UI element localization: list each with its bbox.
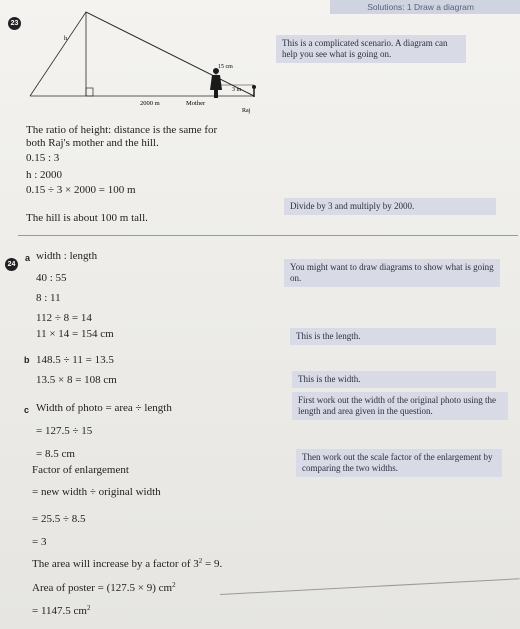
label-mother: Mother	[186, 100, 206, 107]
q23-line4: h : 2000	[26, 169, 63, 181]
q24c-line2: = 127.5 ÷ 15	[36, 425, 93, 437]
q24b-line2: 13.5 × 8 = 108 cm	[36, 374, 117, 386]
label-2000m: 2000 m	[140, 100, 160, 107]
label-15cm: 15 cm	[218, 64, 233, 70]
right-angle-mark	[86, 88, 93, 96]
q24c-answer-exponent: 2	[86, 604, 91, 612]
note-width: This is the width.	[292, 371, 496, 388]
q24c-line9	[32, 579, 176, 595]
q24c-line3: = 8.5 cm	[36, 448, 75, 460]
q24c-line6: = 25.5 ÷ 8.5	[32, 513, 86, 525]
part-b-label: b	[24, 355, 30, 365]
q24a-line1: 40 : 55	[36, 272, 67, 284]
q24a-title: width : length	[36, 250, 98, 262]
q23-line3: 0.15 : 3	[26, 152, 60, 164]
note-length: This is the length.	[290, 328, 496, 345]
q24c-line9-exponent: 2	[172, 581, 176, 589]
mother-figure-icon	[210, 68, 222, 98]
part-a-label: a	[25, 253, 31, 263]
q24c-line7: = 3	[32, 536, 47, 548]
q24c-line5: = new width ÷ original width	[32, 486, 161, 498]
label-h: h	[64, 35, 68, 42]
q23-line2: both Raj's mother and the hill.	[26, 137, 159, 149]
q24c-answer-text: = 1147.5 cm	[32, 605, 87, 617]
note-diagram: This is a complicated scenario. A diagram can help you see what is going on.	[276, 35, 466, 63]
hill-diagram	[22, 4, 262, 119]
q24a-line4: 11 × 14 = 154 cm	[36, 328, 114, 340]
section-divider	[18, 235, 518, 236]
question-number-23: 23	[8, 17, 21, 30]
note-width-original: First work out the width of the original photo using the length and area given in the question.	[292, 392, 508, 420]
q24c-line9-text: Area of poster = (127.5 × 9) cm	[32, 582, 173, 594]
q24c-line8-text: The area will increase by a factor of 3	[32, 558, 199, 570]
label-3m: 3 m	[232, 87, 242, 93]
q23-line5: 0.15 ÷ 3 × 2000 = 100 m	[26, 184, 136, 196]
question-number-24: 24	[5, 258, 18, 271]
q24c-line1: Width of photo = area ÷ length	[36, 402, 172, 414]
q23-line1: The ratio of height: distance is the same for	[26, 124, 218, 136]
page-edge-line	[220, 578, 520, 595]
q23-answer: The hill is about 100 m tall.	[26, 212, 148, 224]
sightline	[86, 12, 254, 96]
q24a-line3: 112 ÷ 8 = 14	[36, 312, 92, 324]
q24c-line4: Factor of enlargement	[32, 464, 129, 476]
note-divide: Divide by 3 and multiply by 2000.	[284, 198, 496, 215]
q24b-line1: 148.5 ÷ 11 = 13.5	[36, 354, 114, 366]
note-scale-factor: Then work out the scale factor of the enlargement by comparing the two widths.	[296, 449, 502, 477]
q24c-answer	[32, 602, 90, 618]
note-draw-diagrams: You might want to draw diagrams to show what is going on.	[284, 259, 500, 287]
q24a-line2: 8 : 11	[36, 292, 61, 304]
label-raj: Raj	[242, 108, 251, 114]
q24c-line8-exponent: 2	[198, 557, 203, 565]
page-header: Solutions: 1 Draw a diagram	[330, 0, 520, 14]
q24c-line8	[32, 555, 222, 571]
q24c-line8-end: = 9.	[202, 558, 223, 570]
part-c-label: c	[24, 405, 30, 415]
